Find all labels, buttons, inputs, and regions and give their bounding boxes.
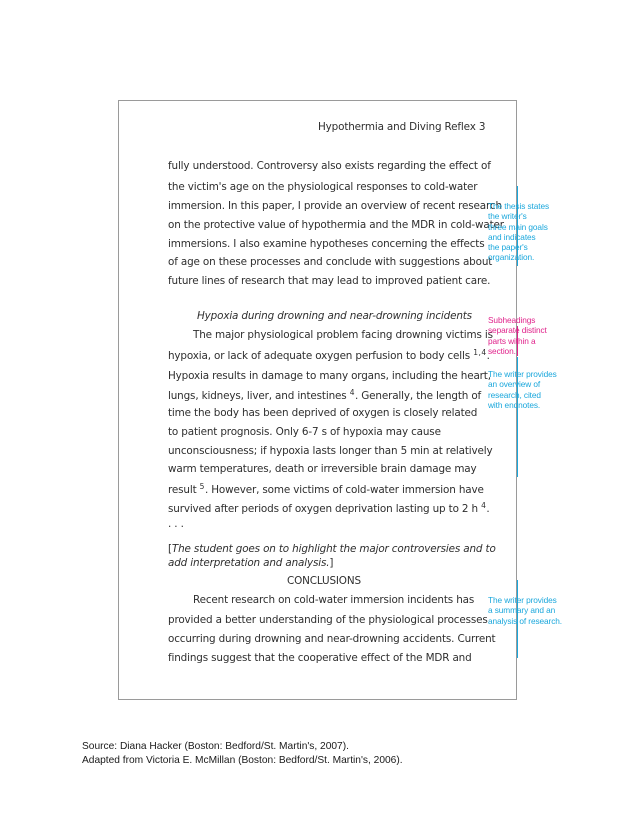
annotation-subheadings: Subheadings separate distinct parts within a section. xyxy=(488,315,547,356)
body-line: hypoxia, or lack of adequate oxygen perfusion to body cells $^{1,4}$. xyxy=(168,348,490,362)
body-line: Hypoxia results in damage to many organs, including the heart, xyxy=(168,370,491,382)
running-head: Hypothermia and Diving Reflex 3 xyxy=(318,121,486,133)
intro-line: the victim's age on the physiological responses to cold-water xyxy=(168,181,478,193)
source-credit xyxy=(82,740,403,767)
intro-line: of age on these processes and conclude with suggestions about xyxy=(168,256,493,268)
body-line: result $^5$. However, some victims of cold-water immersion have xyxy=(168,482,484,496)
ellipsis: . . . xyxy=(168,518,184,530)
source-line: Source: Diana Hacker (Boston: Bedford/St. Martin's, 2007). xyxy=(82,741,349,752)
intro-line: immersion. In this paper, I provide an overview of recent research xyxy=(168,200,502,212)
subheading: Hypoxia during drowning and near-drowning incidents xyxy=(197,310,472,322)
body-line: lungs, kidneys, liver, and intestines $^4$. Generally, the length of xyxy=(168,388,482,402)
conclusions-heading: CONCLUSIONS xyxy=(287,575,361,587)
body-line: to patient prognosis. Only 6-7 s of hypoxia may cause xyxy=(168,426,441,438)
annotation-thesis: The thesis states the writer's three main goals and indicates the paper's organization. xyxy=(488,201,550,263)
body-line: unconsciousness; if hypoxia lasts longer than 5 min at relatively xyxy=(168,445,493,457)
endnote-ref: 5 xyxy=(199,482,205,491)
intro-line: on the protective value of hypothermia and the MDR in cold-water xyxy=(168,219,504,231)
body-line: warm temperatures, death or irreversible brain damage may xyxy=(168,463,477,475)
conclusion-line: findings suggest that the cooperative effect of the MDR and xyxy=(168,652,472,664)
annotation-overview: The writer provides an overview of research, cited with endnotes. xyxy=(488,369,557,410)
conclusion-line: Recent research on cold-water immersion incidents has xyxy=(193,594,475,606)
annotation-summary: The writer provides a summary and an analysis of research. xyxy=(488,595,562,626)
bracket-note: add interpretation and analysis.] xyxy=(168,557,334,569)
body-line: The major physiological problem facing drowning victims is xyxy=(193,329,493,341)
body-line: survived after periods of oxygen deprivation lasting up to 2 h $^4$. xyxy=(168,501,490,515)
endnote-ref: 4 xyxy=(481,501,487,510)
bracket-note: [The student goes on to highlight the major controversies and to xyxy=(168,543,496,555)
conclusion-line: provided a better understanding of the physiological processes xyxy=(168,614,488,626)
body-line: time the body has been deprived of oxygen is closely related xyxy=(168,407,478,419)
intro-line: fully understood. Controversy also exists regarding the effect of xyxy=(168,160,491,172)
intro-line: future lines of research that may lead to improved patient care. xyxy=(168,275,491,287)
intro-line: immersions. I also examine hypotheses concerning the effects xyxy=(168,238,485,250)
endnote-ref: 4 xyxy=(349,388,355,397)
conclusion-line: occurring during drowning and near-drowning accidents. Current xyxy=(168,633,496,645)
endnote-ref: 1,4 xyxy=(473,348,487,357)
source-line: Adapted from Victoria E. McMillan (Boston: Bedford/St. Martin's, 2006). xyxy=(82,754,403,766)
